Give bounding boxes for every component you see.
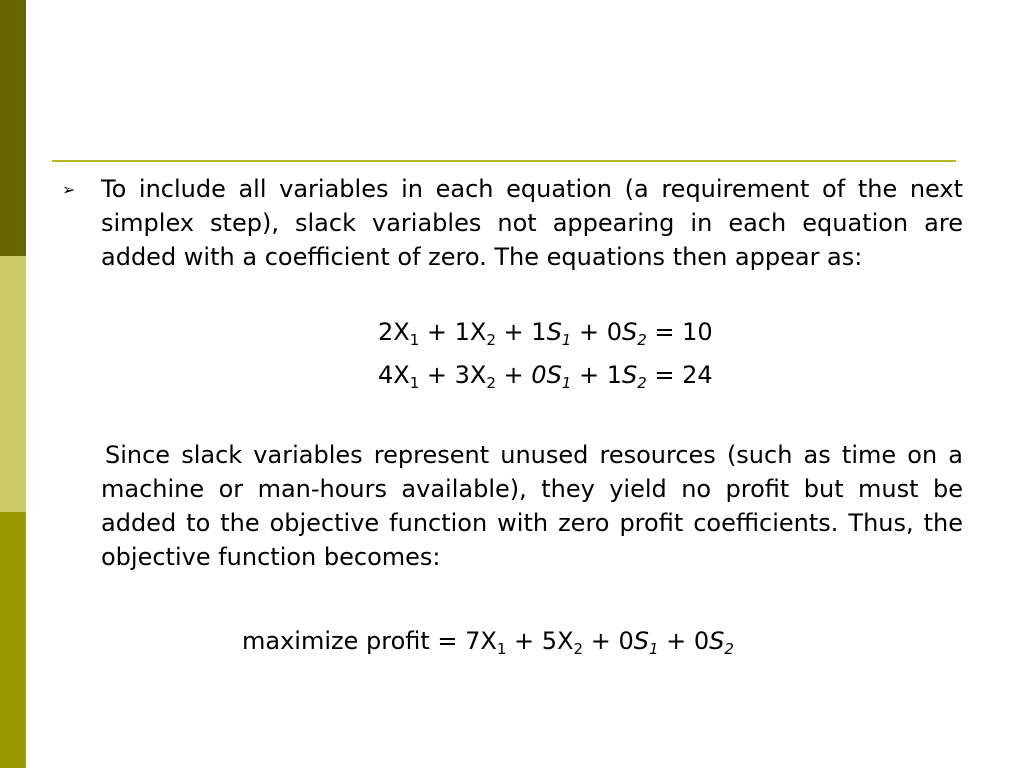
eq1-term2-coef: 1X [454, 318, 487, 346]
eq2-op3: + [571, 361, 607, 389]
eq1-term4-coef: 0 [606, 318, 622, 346]
eq1-term1-sub: 1 [409, 331, 420, 349]
obj-term2-coef: 5X [541, 627, 574, 655]
obj-op1: + [506, 627, 542, 655]
eq2-term1-sub: 1 [409, 374, 420, 392]
side-bar-top-segment [0, 0, 26, 256]
eq1-term2-sub: 2 [486, 331, 496, 349]
eq2-op2: + [495, 361, 532, 389]
eq2-term3-coef: 0 [531, 361, 547, 389]
obj-term3-var: S [633, 627, 649, 655]
eq1-term4-sub: 2 [637, 331, 647, 349]
paragraph-slack-variables-intro: To include all variables in each equation (a requirement of the next simplex step), slack variables not appearing in each equation are added with a coefficient of zero. The equations then appear as: [101, 175, 963, 271]
obj-lhs: maximize profit = [242, 627, 466, 655]
eq1-op3: + [571, 318, 607, 346]
side-bar-bottom-segment [0, 512, 26, 768]
obj-op2: + [583, 627, 619, 655]
eq1-op2: + [495, 318, 532, 346]
eq1-rhs: = 10 [646, 318, 713, 346]
equation-1 [378, 315, 713, 349]
eq1-term3-var: S [546, 318, 562, 346]
equation-2 [378, 358, 713, 392]
eq1-term3-coef: 1 [531, 318, 547, 346]
eq2-rhs: = 24 [646, 361, 713, 389]
eq1-term1-coef: 2X [378, 318, 410, 346]
obj-term4-sub: 2 [724, 640, 734, 658]
obj-term4-coef: 0 [693, 627, 710, 655]
side-bar-middle-segment [0, 256, 26, 512]
objective-function-equation [242, 624, 734, 658]
obj-term3-coef: 0 [618, 627, 634, 655]
obj-op3: + [658, 627, 694, 655]
eq2-term3-sub: 1 [561, 374, 572, 392]
eq2-term1-coef: 4X [378, 361, 410, 389]
obj-term3-sub: 1 [648, 640, 659, 658]
title-divider-rule [52, 160, 956, 162]
eq2-op1: + [419, 361, 455, 389]
eq2-term3-var: S [546, 361, 562, 389]
bullet-arrow-icon: ➢ [62, 180, 76, 199]
obj-term4-var: S [709, 627, 725, 655]
obj-term2-sub: 2 [573, 640, 584, 658]
eq2-term4-sub: 2 [637, 374, 647, 392]
eq1-term3-sub: 1 [561, 331, 572, 349]
paragraph-objective-function-explanation: Since slack variables represent unused resources (such as time on a machine or man-hours available), they yield no profit but must be added to the objective function with zero profit coefficients. Thus, the objective function becomes: [101, 441, 963, 571]
eq1-term4-var: S [622, 318, 638, 346]
eq2-term4-coef: 1 [606, 361, 622, 389]
obj-term1-coef: 7X [465, 627, 497, 655]
eq1-op1: + [419, 318, 455, 346]
eq2-term2-coef: 3X [454, 361, 487, 389]
eq2-term4-var: S [622, 361, 638, 389]
obj-term1-sub: 1 [496, 640, 507, 658]
eq2-term2-sub: 2 [486, 374, 496, 392]
